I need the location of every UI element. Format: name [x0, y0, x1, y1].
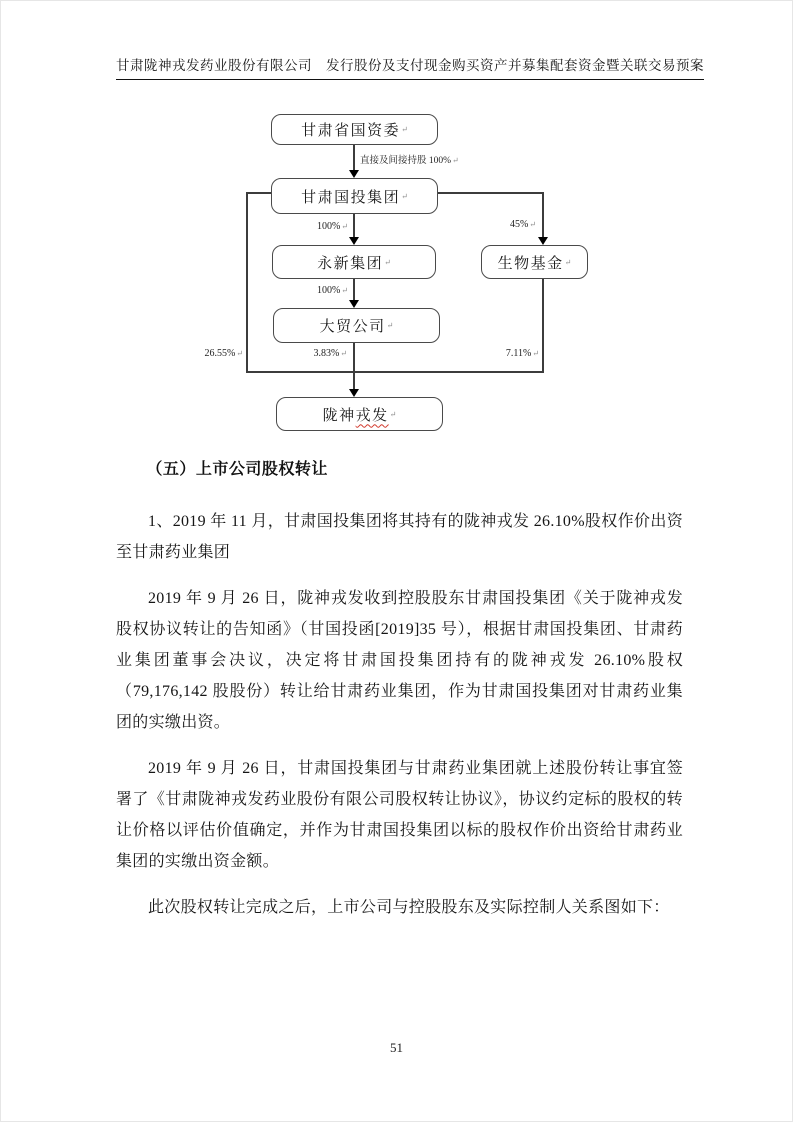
return-mark-icon: ↵ — [341, 222, 348, 231]
arrowhead-down-icon — [349, 237, 359, 245]
section-heading: （五）上市公司股权转让 — [146, 461, 328, 478]
node-label: 甘肃国投集团 — [301, 189, 401, 206]
node-label: 陇神 — [322, 407, 356, 424]
node-label: 永新集团 — [317, 255, 384, 272]
return-mark-icon: ↵ — [564, 257, 572, 267]
arrowhead-down-icon — [538, 237, 548, 245]
paragraph-transfer-agreement: 2019 年 9 月 26 日，甘肃国投集团与甘肃药业集团就上述股份转让事宜签署了《甘肃陇神戎发药业股份有限公司股权转让协议》，协议约定标的股权的转让价格以评估价值确定，并作为甘肃国投集团以标的股权作价出资给甘肃药业集团的实缴出资金额。 — [116, 760, 683, 870]
edge-label-biofund-to-listed: 7.11%↵ — [505, 348, 539, 359]
arrowhead-down-icon — [349, 300, 359, 308]
arrowhead-down-icon — [349, 170, 359, 178]
node-label-spellcheck: 戎发 — [355, 407, 389, 424]
node-yongxin-group — [272, 245, 436, 279]
return-mark-icon: ↵ — [340, 349, 347, 358]
edge-label-sdic-to-listed: 26.55%↵ — [204, 348, 243, 359]
paragraph-notification-letter: 2019 年 9 月 26 日，陇神戎发收到控股股东甘肃国投集团《关于陇神戎发股权协议转让的告知函》（甘国投函[2019]35 号），根据甘肃国投集团、甘肃药业集团董事会决议，决定将甘肃国投集团持有的陇神戎发 26.10%股权（79,176,142 股股份）转让给甘肃药业集团，作为甘肃国投集团对甘肃药业集团的实缴出资。 — [116, 590, 683, 731]
node-gansu-sdic-group — [271, 178, 438, 214]
edge-line — [542, 192, 544, 237]
edge-line — [353, 279, 355, 301]
return-mark-icon: ↵ — [401, 125, 408, 134]
return-mark-icon: ↵ — [529, 220, 536, 229]
document-header-title: 甘肃陇神戎发药业股份有限公司 发行股份及支付现金购买资产并募集配套资金暨关联交易预案 — [116, 54, 704, 80]
return-mark-icon: ↵ — [452, 156, 459, 165]
edge-line — [246, 192, 271, 194]
arrowhead-down-icon — [349, 389, 359, 397]
edge-line — [438, 192, 544, 194]
edge-label-yongxin-to-damao: 100%↵ — [316, 285, 348, 296]
edge-label-sdic-to-yongxin: 100%↵ — [316, 221, 348, 232]
return-mark-icon: ↵ — [236, 349, 243, 358]
edge-line — [246, 371, 544, 373]
return-mark-icon: ↵ — [384, 257, 391, 267]
edge-line — [353, 343, 355, 389]
document-body — [116, 457, 683, 938]
return-mark-icon: ↵ — [532, 349, 539, 358]
node-label: 生物基金 — [497, 255, 564, 272]
edge-line — [542, 279, 544, 372]
return-mark-icon: ↵ — [401, 191, 408, 201]
node-label: 甘肃省国资委 — [301, 123, 401, 139]
paragraph-equity-contribution: 1、2019 年 11 月，甘肃国投集团将其持有的陇神戎发 26.10%股权作价出资至甘肃药业集团 — [116, 513, 683, 561]
return-mark-icon: ↵ — [341, 286, 348, 295]
edge-label-damao-to-listed: 3.83%↵ — [313, 348, 347, 359]
node-bio-fund — [481, 245, 588, 279]
paragraph-relationship-intro: 此次股权转让完成之后，上市公司与控股股东及实际控制人关系图如下： — [148, 899, 670, 916]
document-footer — [1, 1039, 792, 1057]
edge-line — [353, 145, 355, 171]
edge-label-sdic-to-biofund: 45%↵ — [509, 219, 536, 230]
return-mark-icon: ↵ — [389, 409, 397, 419]
page-number: 51 — [390, 1040, 403, 1055]
node-provincial-sasac — [271, 114, 438, 145]
edge-label-sasac-to-sdic: 直接及间接持股 100%↵ — [360, 156, 459, 166]
edge-line — [353, 214, 355, 238]
node-damao-company — [273, 308, 440, 343]
edge-line — [246, 192, 248, 372]
ownership-structure-diagram — [1, 1, 793, 446]
node-longshen-rongfa — [276, 397, 443, 431]
return-mark-icon: ↵ — [386, 321, 394, 330]
node-label: 大贸公司 — [319, 319, 386, 335]
